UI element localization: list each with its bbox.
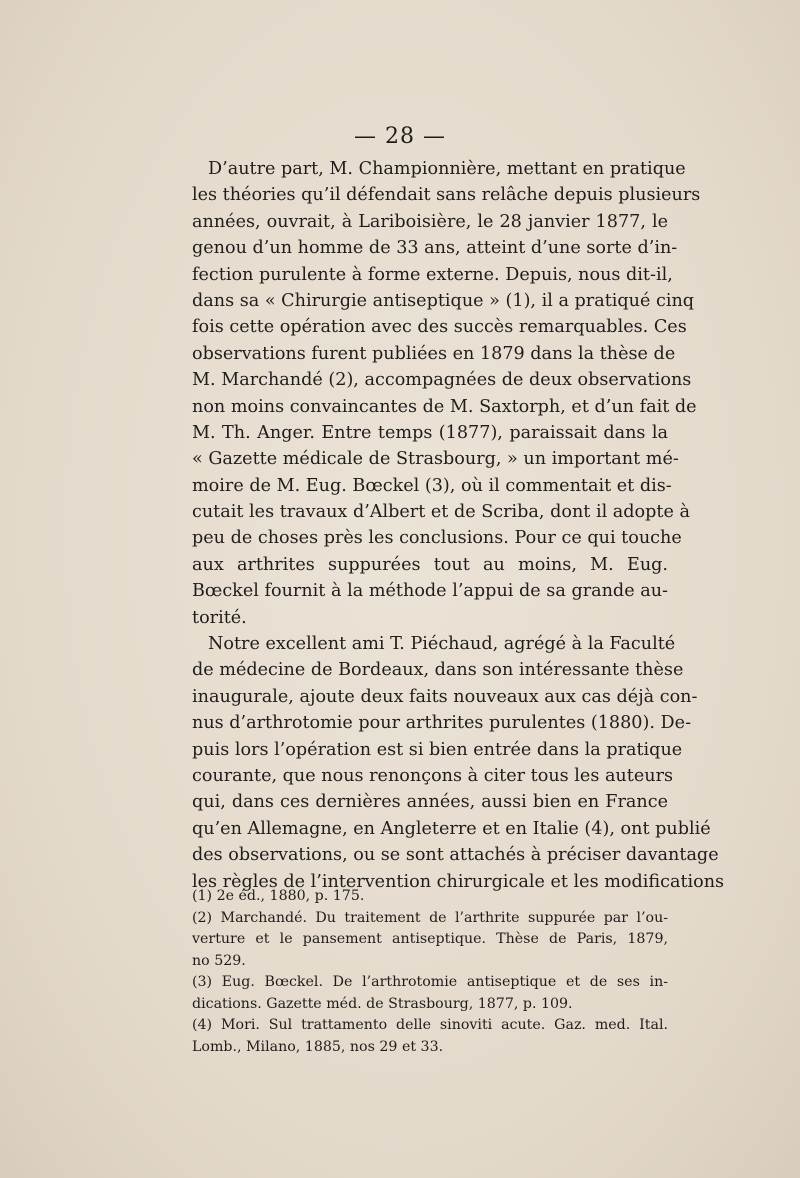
text-line: non moins convaincantes de M. Saxtorph, et d’un fait de: [192, 396, 697, 417]
text-line: fection purulente à forme externe. Depuis, nous dit-il,: [192, 264, 673, 285]
text-line: qui, dans ces dernières années, aussi bien en France: [192, 792, 668, 813]
text-line: torité.: [192, 607, 247, 628]
text-line: nus d’arthrotomie pour arthrites purulentes (1880). De-: [192, 713, 692, 734]
text-line: de médecine de Bordeaux, dans son intéressante thèse: [192, 660, 684, 681]
footnote-line: Lomb., Milano, 1885, nos 29 et 33.: [192, 1038, 444, 1055]
main-text: [192, 156, 725, 895]
text-line: inaugurale, ajoute deux faits nouveaux aux cas déjà con-: [192, 686, 698, 707]
text-line: genou d’un homme de 33 ans, atteint d’une sorte d’in-: [192, 238, 678, 259]
text-line: des observations, ou se sont attachés à préciser davantage: [192, 845, 719, 866]
footnote-line: verture et le pansement antiseptique. Thèse de Paris, 1879,: [192, 931, 668, 947]
text-line: puis lors l’opération est si bien entrée dans la pratique: [192, 739, 683, 760]
text-line: moire de M. Eug. Bœckel (3), où il commentait et dis-: [192, 475, 672, 496]
footnote-line: (4) Mori. Sul trattamento delle sinoviti acute. Gaz. med. Ital.: [192, 1017, 668, 1033]
text-line: peu de choses près les conclusions. Pour ce qui touche: [192, 528, 682, 549]
text-line: M. Marchandé (2), accompagnées de deux observations: [192, 370, 692, 391]
text-line: D’autre part, M. Championnière, mettant en pratique: [208, 159, 686, 179]
footnote-line: no 529.: [192, 952, 246, 969]
text-line: Bœckel fournit à la méthode l’appui de sa grande au-: [192, 581, 668, 602]
footnote-line: (1) 2e éd., 1880, p. 175.: [192, 888, 365, 904]
text-line: aux arthrites suppurées tout au moins, M. Eug.: [192, 554, 668, 575]
page-number: — 28 —: [354, 124, 446, 149]
footnote-line: (3) Eug. Bœckel. De l’arthrotomie antiseptique et de ses in-: [192, 974, 668, 990]
footnotes: [192, 886, 668, 1058]
footnote-line: (2) Marchandé. Du traitement de l’arthrite suppurée par l’ou-: [192, 909, 668, 926]
text-line: cutait les travaux d’Albert et de Scriba, dont il adopte à: [192, 502, 690, 523]
text-line: Notre excellent ami T. Piéchaud, agrégé à la Faculté: [208, 634, 676, 655]
text-line: observations furent publiées en 1879 dans la thèse de: [192, 343, 676, 364]
text-line: fois cette opération avec des succès remarquables. Ces: [192, 317, 687, 338]
text-line: « Gazette médicale de Strasbourg, » un important mé-: [192, 449, 679, 470]
text-line: courante, que nous renonçons à citer tous les auteurs: [192, 765, 674, 786]
text-line: les règles de l’intervention chirurgicale et les modifications: [192, 871, 725, 892]
text-line: les théories qu’il défendait sans relâche depuis plusieurs: [192, 185, 701, 206]
text-line: qu’en Allemagne, en Angleterre et en Italie (4), ont publié: [192, 818, 711, 839]
text-line: M. Th. Anger. Entre temps (1877), paraissait dans la: [192, 422, 668, 443]
text-line: années, ouvrait, à Lariboisière, le 28 janvier 1877, le: [192, 211, 668, 232]
footnote-line: dications. Gazette méd. de Strasbourg, 1877, p. 109.: [192, 995, 573, 1012]
text-line: dans sa « Chirurgie antiseptique » (1), il a pratiqué cinq: [192, 290, 695, 311]
